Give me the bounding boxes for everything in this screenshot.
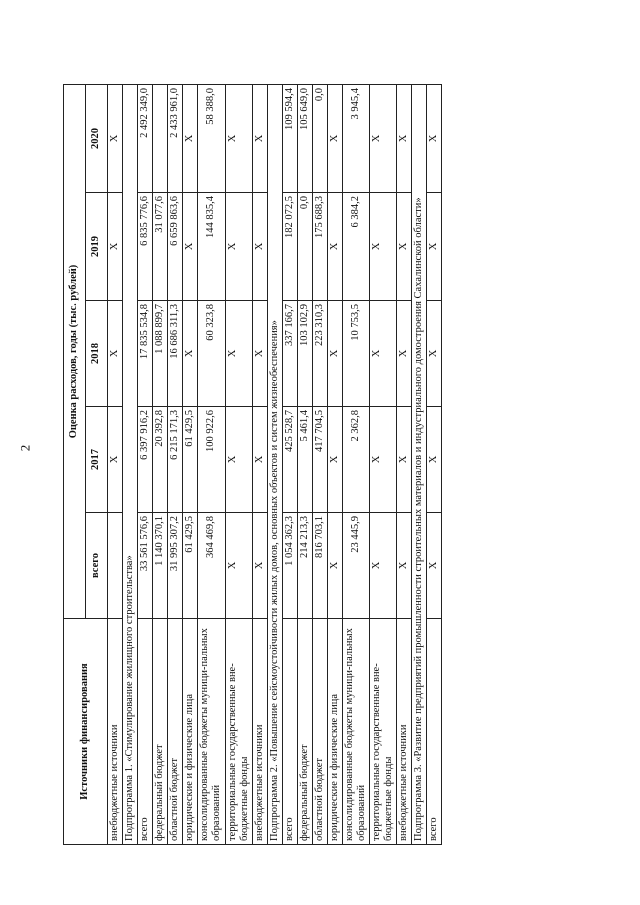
cell-value: 364 469,8 [198,513,225,619]
table-row [312,84,327,844]
cell-value: 33 561 576,6 [138,513,153,619]
cell-value: Х [183,84,198,192]
row-label: областной бюджет [168,619,183,845]
cell-value: Х [327,513,342,619]
header-col-total: всего [86,513,108,619]
cell-value: 16 686 311,3 [168,301,183,407]
table-row [427,84,442,844]
cell-value: Х [108,301,123,407]
cell-value: 61 429,5 [183,513,198,619]
row-label: всего [138,619,153,845]
cell-value: Х [225,301,252,407]
cell-value: Х [252,513,267,619]
section-row [412,84,427,844]
cell-value: 2 362,8 [343,407,370,513]
cell-value: 20 392,8 [153,407,168,513]
table-row [252,84,267,844]
table-row [168,84,183,844]
cell-value: 0,0 [297,193,312,301]
cell-value: Х [225,84,252,192]
cell-value: Х [427,84,442,192]
row-label: федеральный бюджет [153,619,168,845]
cell-value: Х [397,513,412,619]
cell-value: 6 215 171,3 [168,407,183,513]
cell-value: Х [108,84,123,192]
cell-value: 61 429,5 [183,407,198,513]
table-row [198,84,225,844]
table-row [183,84,198,844]
header-col-2019: 2019 [86,193,108,301]
cell-value: Х [225,193,252,301]
cell-value: 2 492 349,0 [138,84,153,192]
table-row [343,84,370,844]
table-row [327,84,342,844]
cell-value: 60 323,8 [198,301,225,407]
cell-value: Х [370,407,397,513]
cell-value: Х [370,84,397,192]
rotated-table-container [63,85,581,845]
cell-value: 175 688,3 [312,193,327,301]
cell-value: 6 659 863,6 [168,193,183,301]
cell-value: 5 461,4 [297,407,312,513]
section-title: Подпрограмма 3. «Развитие предприятий промышленности строительных материалов и индустриального домостроения Сахалинской области» [412,84,427,844]
row-label: территориальные государственные вне-бюджетные фонды [370,619,397,845]
row-label: областной бюджет [312,619,327,845]
section-title: Подпрограмма 2. «Повышение сейсмоустойчивости жилых домов, основных объектов и систем жизнеобеспечения» [267,84,282,844]
cell-value: 417 704,5 [312,407,327,513]
cell-value: Х [427,193,442,301]
cell-value: Х [327,301,342,407]
cell-value: Х [397,193,412,301]
cell-value: Х [225,513,252,619]
cell-value: Х [327,84,342,192]
row-label: всего [282,619,297,845]
row-label: юридические и физические лица [327,619,342,845]
row-label: территориальные государственные вне-бюджетные фонды [225,619,252,845]
cell-value: Х [327,407,342,513]
financing-table [63,84,442,845]
cell-value: Х [370,193,397,301]
cell-value: 1 054 362,3 [282,513,297,619]
section-row [267,84,282,844]
cell-value: Х [427,513,442,619]
table-row [297,84,312,844]
page-number: 2 [17,444,33,452]
cell-value: Х [397,84,412,192]
cell-value: Х [370,513,397,619]
row-label: внебюджетные источники [397,619,412,845]
table-body [108,84,442,844]
table-row [225,84,252,844]
header-group: Оценка расходов, годы (тыс. рублей) [64,84,86,618]
cell-value: 100 922,6 [198,407,225,513]
cell-value: 223 310,3 [312,301,327,407]
cell-value: Х [108,407,123,513]
cell-value: 109 594,4 [282,84,297,192]
row-label: внебюджетные источники [252,619,267,845]
cell-value: 214 213,3 [297,513,312,619]
cell-value: 0,0 [312,84,327,192]
row-label: всего [427,619,442,845]
cell-value: Х [397,407,412,513]
cell-value [108,513,123,619]
cell-value: 337 166,7 [282,301,297,407]
cell-value: 6 835 776,6 [138,193,153,301]
cell-value: 58 388,0 [198,84,225,192]
cell-value: 425 528,7 [282,407,297,513]
cell-value: Х [252,193,267,301]
row-label: юридические и физические лица [183,619,198,845]
cell-value: 6 397 916,2 [138,407,153,513]
table-row [138,84,153,844]
header-col-2017: 2017 [86,407,108,513]
table-row [108,84,123,844]
cell-value: Х [252,407,267,513]
row-label: консолидированные бюджеты муници-пальных образований [198,619,225,845]
cell-value: 144 835,4 [198,193,225,301]
cell-value: 816 703,1 [312,513,327,619]
cell-value: Х [225,407,252,513]
header-source: Источники финансирования [64,619,108,845]
cell-value: Х [427,301,442,407]
cell-value: Х [327,193,342,301]
cell-value: Х [252,84,267,192]
cell-value: 2 433 961,0 [168,84,183,192]
section-row [123,84,138,844]
cell-value: Х [397,301,412,407]
cell-value: 31 995 307,2 [168,513,183,619]
table-row [282,84,297,844]
cell-value: 105 649,0 [297,84,312,192]
table-row [370,84,397,844]
cell-value: 1 088 899,7 [153,301,168,407]
table-row [153,84,168,844]
table-row [397,84,412,844]
cell-value [153,84,168,192]
cell-value: Х [183,301,198,407]
cell-value: 3 945,4 [343,84,370,192]
cell-value: 17 835 534,8 [138,301,153,407]
section-title: Подпрограмма 1. «Стимулирование жилищного строительства» [123,84,138,844]
cell-value: 1 140 370,1 [153,513,168,619]
header-col-2018: 2018 [86,301,108,407]
cell-value: 31 077,6 [153,193,168,301]
cell-value: 182 072,5 [282,193,297,301]
cell-value: Х [252,301,267,407]
cell-value: 23 445,9 [343,513,370,619]
cell-value: Х [108,193,123,301]
row-label: внебюджетные источники [108,619,123,845]
row-label: консолидированные бюджеты муници-пальных образований [343,619,370,845]
cell-value: 10 753,5 [343,301,370,407]
header-col-2020: 2020 [86,84,108,192]
cell-value: Х [427,407,442,513]
cell-value: 6 384,2 [343,193,370,301]
cell-value: Х [370,301,397,407]
cell-value: 103 102,9 [297,301,312,407]
cell-value: Х [183,193,198,301]
row-label: федеральный бюджет [297,619,312,845]
